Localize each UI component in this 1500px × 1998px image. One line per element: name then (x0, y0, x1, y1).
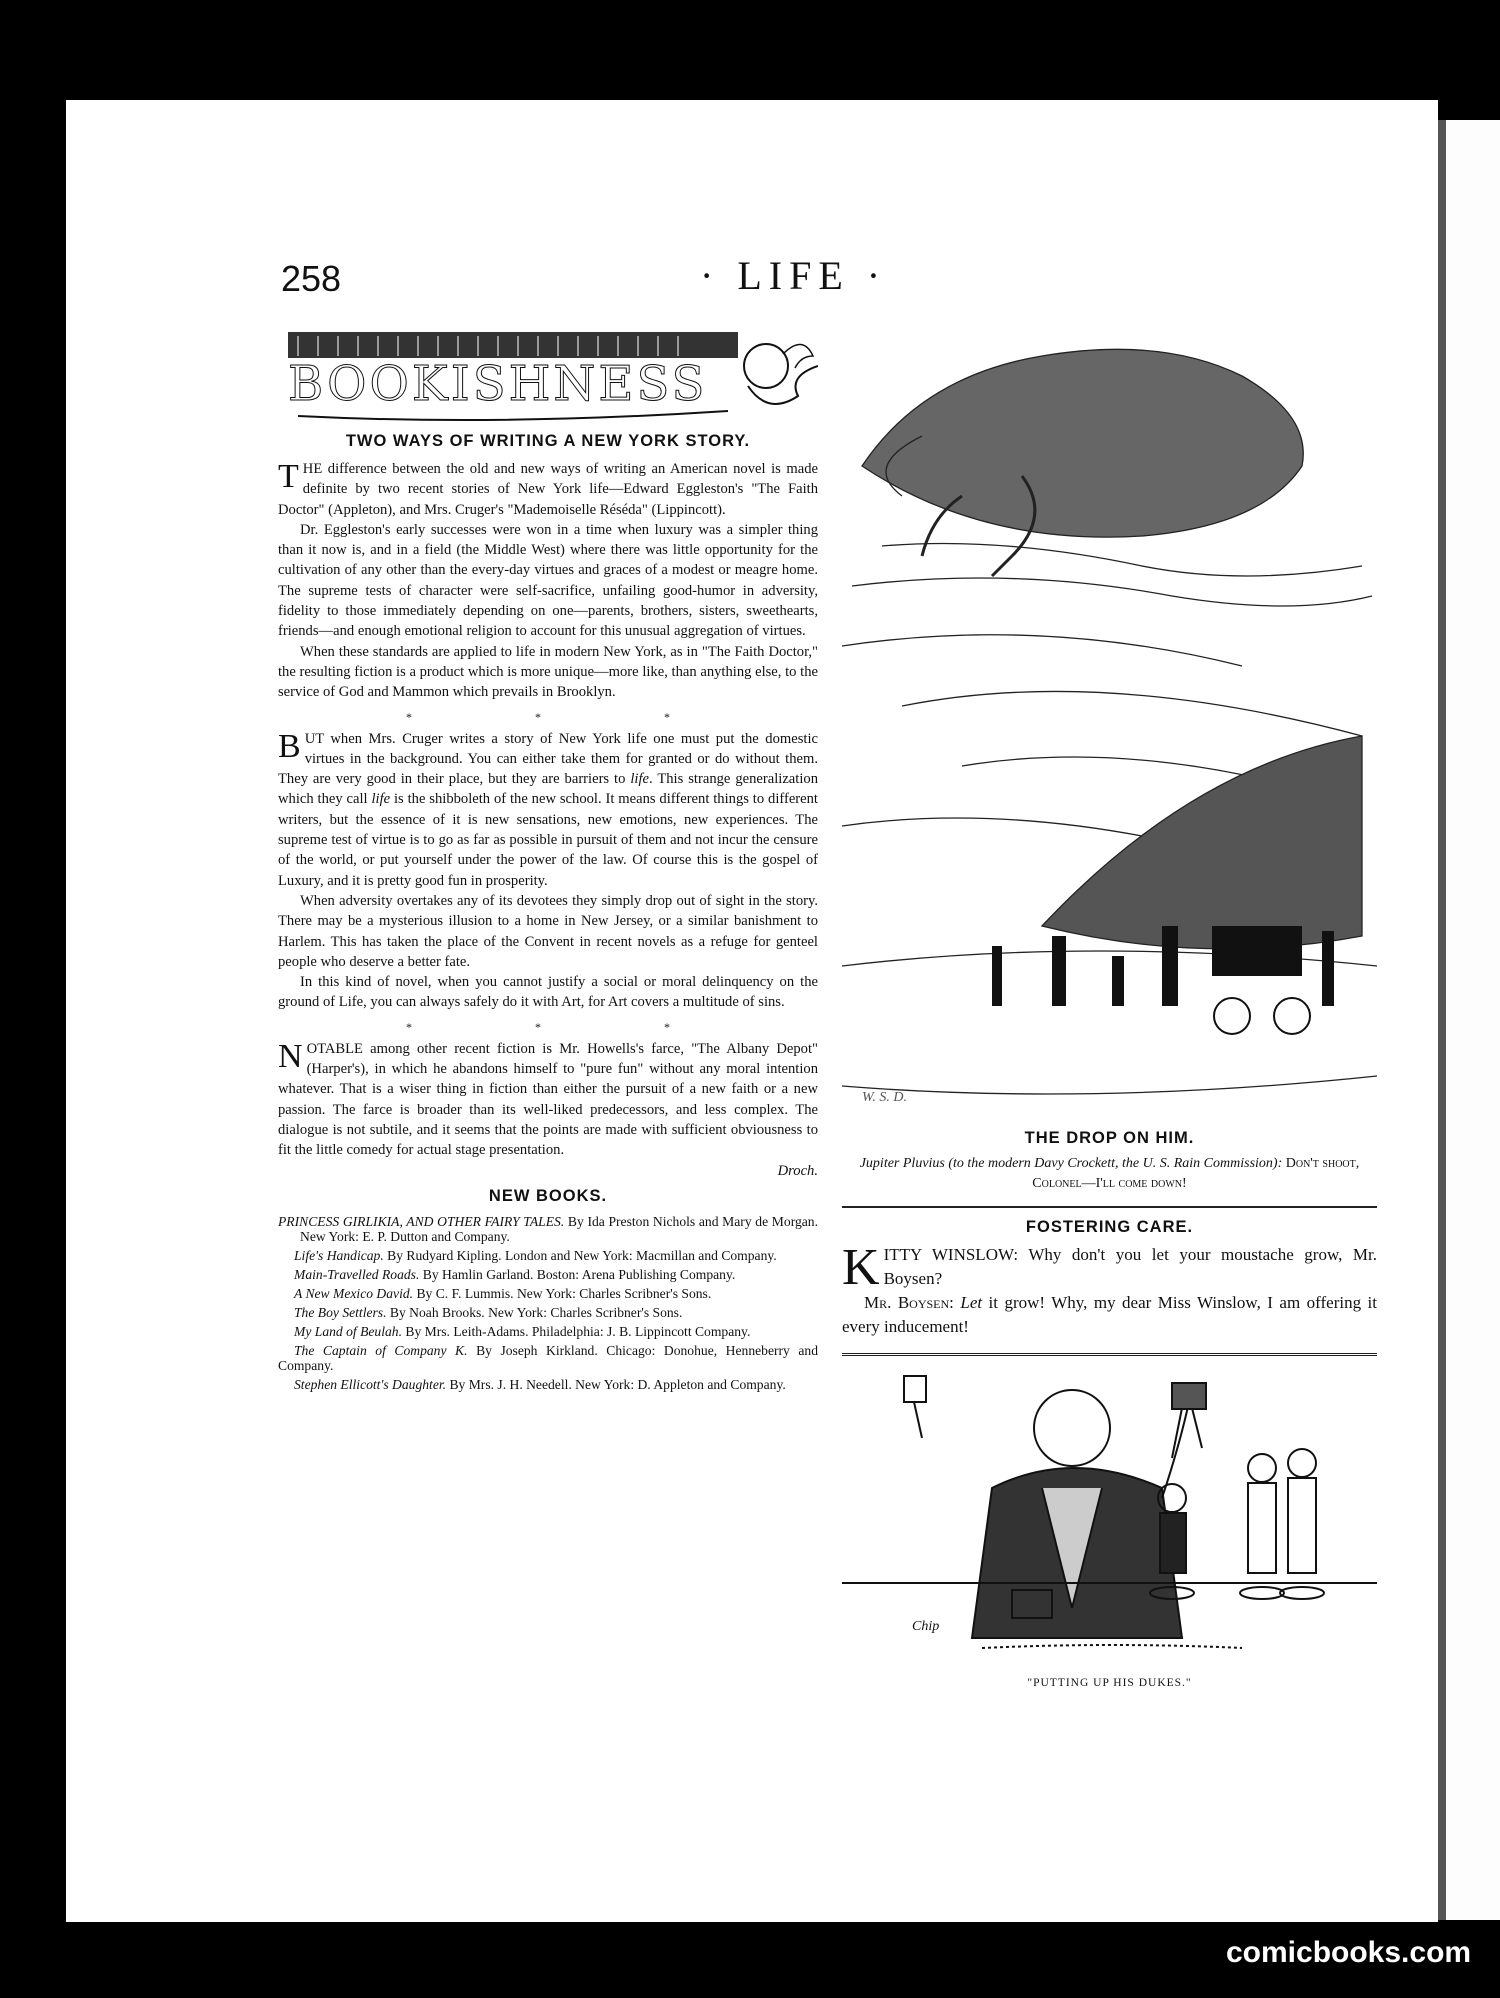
divider (842, 1353, 1377, 1358)
book-entry: Main-Travelled Roads. By Hamlin Garland. Boston: Arena Publishing Company. (294, 1266, 736, 1282)
book-entry: PRINCESS GIRLIKIA, AND OTHER FAIRY TALES. By Ida Preston Nichols and Mary de Morgan. New York: E. P. Dutton and Company. (278, 1213, 818, 1244)
new-books-title: NEW BOOKS. (488, 1186, 608, 1205)
masthead: · LIFE · (700, 253, 888, 298)
section-separator: * * * (406, 1019, 730, 1034)
divider (842, 1206, 1377, 1208)
book-entry: A New Mexico David. By C. F. Lummis. New York: Charles Scribner's Sons. (294, 1285, 712, 1301)
svg-text:W. S. D.: W. S. D. (862, 1090, 907, 1105)
book-entry: Life's Handicap. By Rudyard Kipling. London and New York: Macmillan and Company. (294, 1247, 777, 1263)
new-books-list (278, 1214, 818, 1392)
adjacent-page-edge (1446, 120, 1500, 1920)
page-number: 258 (281, 258, 342, 299)
book-entry: The Boy Settlers. By Noah Brooks. New York: Charles Scribner's Sons. (294, 1304, 683, 1320)
article-paragraph: BUT when Mrs. Cruger writes a story of New York life one must put the domestic virtues in the background. You can either take them for granted or do without them. They are very good in their place, but they are barriers to life. This strange generalization which they call life is the shibboleth of the new school. It means different things to different writers, but the essence of it is new sensations, new emotions, new experiences. The supreme test of virtue is to go as far as possible in pursuit of them and not incur the censure of the world, or put yourself under the power of the law. Of course this is the gospel of Luxury, and it is pretty good fun in prosperity. (278, 727, 818, 889)
dialogue-line: KITTY WINSLOW: Why don't you let your moustache grow, Mr. Boysen? (842, 1239, 1377, 1296)
auctioneer-illustration (842, 1368, 1377, 1668)
article-paragraph: Dr. Eggleston's early successes were won in a time when luxury was a simpler thing than it now is, and in a field (the Middle West) where there was little opportunity for the cultivation of any other than the every-day virtues and graces of a modest or meagre home. The supreme tests of character were self-sacrifice, unfailing good-humor in adversity, fidelity to those immediately depending on one—parents, brothers, sisters, sweethearts, friends—and enough emotional religion to account for this unusual aggregation of virtues. (278, 521, 818, 640)
watermark: comicbooks.com (1226, 1936, 1472, 1969)
article-paragraph: When these standards are applied to life in modern New York, as in "The Faith Doctor," the resulting fiction is a product which is more unique—more like, than anything else, to the service of God and Mammon which prevails in Brooklyn. (278, 643, 818, 701)
fostering-dialogue (842, 1239, 1377, 1339)
left-column (278, 326, 818, 1396)
banner-title: BOOKISHNESS (288, 356, 708, 412)
dialogue-line: Mr. Boysen: Let it grow! Why, my dear Miss Winslow, I am offering it every inducement! (842, 1293, 1377, 1336)
fostering-title: FOSTERING CARE. (1025, 1218, 1194, 1236)
article-paragraph: When adversity overtakes any of its devotees they simply drop out of sight in the story. There may be a mysterious illusion to a home in New Jersey, or a similar banishment to Harlem. This has taken the place of the Convent in recent novels as a refuge for genteel people who deserve a better fate. (278, 892, 818, 970)
svg-text:Chip: Chip (912, 1619, 940, 1634)
book-entry: Stephen Ellicott's Daughter. By Mrs. J. H. Needell. New York: D. Appleton and Company. (294, 1376, 786, 1392)
article-paragraph: THE difference between the old and new ways of writing an American novel is made definite by two recent stories of New York life—Edward Eggleston's "The Faith Doctor" (Appleton), and Mrs. Cruger's "Mademoiselle Réséda" (Lippincott). (278, 458, 818, 518)
book-entry: The Captain of Company K. By Joseph Kirkland. Chicago: Donohue, Henneberry and Company. (278, 1342, 818, 1373)
section-separator: * * * (406, 709, 730, 724)
right-column (842, 326, 1377, 1689)
cartoon-caption: "PUTTING UP HIS DUKES." (1027, 1677, 1192, 1689)
jupiter-pluvius-illustration (842, 326, 1377, 1116)
article-title: TWO WAYS OF WRITING A NEW YORK STORY. (345, 432, 751, 450)
bookishness-banner (278, 326, 818, 426)
article-paragraph: NOTABLE among other recent fiction is Mr. Howells's farce, "The Albany Depot" (Harper's), in which he abandons himself to "pure fun" without any moral intention whatever. That is a wiser thing in fiction than either the pursuit of a new faith or a new passion. The farce is broader than its well-liked predecessors, and less complex. The dialogue is not subtile, and it seems that the points are made with sufficient obviousness to fit the little comedy for actual stage presentation. (278, 1037, 818, 1159)
cartoon-caption: Jupiter Pluvius (to the modern Davy Crockett, the U. S. Rain Commission): Don't shoot, Colonel—I'll come down! (859, 1156, 1360, 1191)
article-paragraph: In this kind of novel, when you cannot justify a social or moral delinquency on the ground of Life, you can always safely do it with Art, for Art covers a multitude of sins. (278, 974, 818, 1011)
page-gutter (1438, 120, 1446, 1920)
article-signature: Droch. (777, 1162, 818, 1179)
cartoon-title: THE DROP ON HIM. (1024, 1129, 1195, 1147)
book-entry: My Land of Beulah. By Mrs. Leith-Adams. Philadelphia: J. B. Lippincott Company. (294, 1323, 751, 1339)
